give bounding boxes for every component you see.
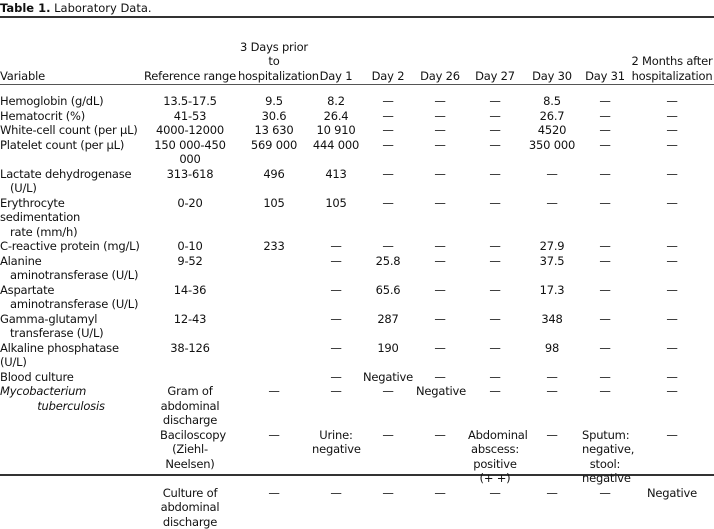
value-cell: — [630, 384, 714, 428]
value-cell: 4000-12000 [142, 123, 238, 138]
value-cell: 25.8 [362, 254, 414, 283]
column-header: Day 30 [524, 20, 580, 84]
value-cell: — [466, 370, 524, 385]
variable-cell [0, 239, 142, 254]
value-cell: — [466, 196, 524, 240]
value-cell: — [466, 138, 524, 167]
value-cell: — [580, 138, 630, 167]
value-cell: — [466, 167, 524, 196]
value-cell: 9.5 [238, 94, 310, 109]
column-header: Reference range [142, 20, 238, 84]
variable-cell [0, 341, 142, 370]
value-cell: — [238, 384, 310, 428]
value-cell: 105 [238, 196, 310, 240]
value-cell [238, 312, 310, 341]
value-cell: — [580, 239, 630, 254]
value-cell: Abdominal abscess: positive (+ +) [466, 428, 524, 486]
variable-label: Mycobacterium [0, 384, 142, 399]
value-cell: — [466, 283, 524, 312]
variable-label: Hematocrit (%) [0, 109, 85, 123]
variable-label: transferase (U/L) [0, 326, 142, 341]
value-cell: — [238, 428, 310, 486]
value-cell: 17.3 [524, 283, 580, 312]
value-cell: — [362, 109, 414, 124]
value-cell: 350 000 [524, 138, 580, 167]
column-header: Day 2 [362, 20, 414, 84]
value-cell: — [580, 123, 630, 138]
laboratory-data-table [0, 20, 714, 529]
value-cell: Negative [630, 486, 714, 529]
variable-label: Blood culture [0, 370, 74, 384]
value-cell: — [466, 384, 524, 428]
value-cell: — [630, 370, 714, 385]
value-cell: 9-52 [142, 254, 238, 283]
variable-label: Gamma-glutamyl [0, 312, 97, 326]
value-cell: — [466, 94, 524, 109]
value-cell: — [580, 486, 630, 529]
value-cell: 413 [310, 167, 362, 196]
value-cell: 8.5 [524, 94, 580, 109]
table-row [0, 341, 714, 370]
table-row [0, 254, 714, 283]
table-row [0, 138, 714, 167]
value-cell: 14-36 [142, 283, 238, 312]
variable-label: White-cell count (per µL) [0, 123, 138, 137]
value-cell: — [580, 109, 630, 124]
value-cell: Sputum: negative, stool: negative [580, 428, 630, 486]
value-cell: — [630, 254, 714, 283]
value-cell [142, 370, 238, 385]
value-cell: — [580, 196, 630, 240]
table-row [0, 94, 714, 109]
value-cell: — [362, 196, 414, 240]
variable-label: Lactate dehydrogenase [0, 167, 131, 181]
value-cell: 287 [362, 312, 414, 341]
value-cell: 27.9 [524, 239, 580, 254]
value-cell: — [630, 94, 714, 109]
value-cell: — [524, 428, 580, 486]
table-row [0, 370, 714, 385]
value-cell: — [362, 167, 414, 196]
test-name-cell: Culture of abdominal discharge [142, 486, 238, 529]
variable-cell [0, 370, 142, 385]
value-cell: — [580, 312, 630, 341]
value-cell: — [580, 94, 630, 109]
value-cell: 444 000 [310, 138, 362, 167]
value-cell: 12-43 [142, 312, 238, 341]
value-cell: — [630, 239, 714, 254]
value-cell: — [630, 283, 714, 312]
value-cell: — [524, 370, 580, 385]
value-cell: 26.7 [524, 109, 580, 124]
value-cell: Negative [362, 370, 414, 385]
value-cell: 26.4 [310, 109, 362, 124]
value-cell: 0-10 [142, 239, 238, 254]
variable-label: C-reactive protein (mg/L) [0, 239, 140, 253]
value-cell: Negative [414, 384, 466, 428]
variable-label: Aspartate [0, 283, 54, 297]
variable-label: rate (mm/h) [0, 225, 142, 240]
value-cell: 0-20 [142, 196, 238, 240]
value-cell [238, 254, 310, 283]
value-cell: — [580, 341, 630, 370]
variable-cell [0, 196, 142, 240]
value-cell: 98 [524, 341, 580, 370]
value-cell: — [414, 138, 466, 167]
value-cell: — [310, 341, 362, 370]
column-header: Day 1 [310, 20, 362, 84]
variable-cell [0, 283, 142, 312]
value-cell [238, 341, 310, 370]
column-header: Variable [0, 20, 142, 84]
value-cell: 105 [310, 196, 362, 240]
value-cell: — [466, 109, 524, 124]
value-cell: 4520 [524, 123, 580, 138]
variable-label: Alanine [0, 254, 42, 268]
value-cell: — [466, 123, 524, 138]
value-cell: — [524, 384, 580, 428]
value-cell: — [630, 196, 714, 240]
value-cell: — [580, 283, 630, 312]
value-cell: — [580, 254, 630, 283]
value-cell: — [466, 254, 524, 283]
variable-label: aminotransferase (U/L) [0, 297, 142, 312]
value-cell: — [310, 254, 362, 283]
value-cell: 37.5 [524, 254, 580, 283]
value-cell: 496 [238, 167, 310, 196]
column-header: 2 Months after hospitalization [630, 20, 714, 84]
value-cell: 233 [238, 239, 310, 254]
value-cell: — [362, 94, 414, 109]
caption-text: Laboratory Data. [54, 1, 151, 15]
column-header: 3 Days prior to hospitalization [238, 20, 310, 84]
test-name-cell: Gram of abdominal discharge [142, 384, 238, 428]
variable-label: aminotransferase (U/L) [0, 268, 142, 283]
value-cell: — [630, 109, 714, 124]
value-cell: — [414, 341, 466, 370]
table-row [0, 239, 714, 254]
value-cell: — [414, 123, 466, 138]
variable-cell [0, 138, 142, 167]
value-cell: — [630, 123, 714, 138]
column-header: Day 31 [580, 20, 630, 84]
test-name-cell: Baciloscopy (Ziehl-Neelsen) [142, 428, 238, 486]
table-row [0, 312, 714, 341]
value-cell: — [310, 312, 362, 341]
value-cell: — [580, 167, 630, 196]
variable-label: Alkaline phosphatase (U/L) [0, 341, 119, 370]
value-cell: — [362, 384, 414, 428]
value-cell: 313-618 [142, 167, 238, 196]
table-row [0, 109, 714, 124]
variable-label: tuberculosis [0, 399, 142, 414]
variable-label: Hemoglobin (g/dL) [0, 94, 103, 108]
value-cell: — [238, 486, 310, 529]
value-cell: — [630, 167, 714, 196]
value-cell: — [580, 384, 630, 428]
value-cell: — [466, 341, 524, 370]
value-cell [238, 370, 310, 385]
value-cell: — [466, 312, 524, 341]
variable-cell [0, 109, 142, 124]
value-cell: — [414, 196, 466, 240]
value-cell: — [362, 239, 414, 254]
value-cell: — [466, 239, 524, 254]
value-cell: — [310, 283, 362, 312]
variable-cell [0, 167, 142, 196]
value-cell: — [362, 428, 414, 486]
value-cell [238, 283, 310, 312]
column-header: Day 26 [414, 20, 466, 84]
table-row [0, 123, 714, 138]
value-cell: 13 630 [238, 123, 310, 138]
variable-label: Erythrocyte sedimentation [0, 196, 80, 225]
value-cell: — [310, 384, 362, 428]
variable-cell [0, 254, 142, 283]
mtb-row [0, 384, 714, 428]
value-cell: 30.6 [238, 109, 310, 124]
value-cell: 348 [524, 312, 580, 341]
column-header: Day 27 [466, 20, 524, 84]
value-cell: 65.6 [362, 283, 414, 312]
caption-label: Table 1. [0, 1, 50, 15]
value-cell: 41-53 [142, 109, 238, 124]
variable-label: (U/L) [0, 181, 142, 196]
value-cell: — [414, 428, 466, 486]
value-cell: 38-126 [142, 341, 238, 370]
value-cell: — [414, 239, 466, 254]
value-cell: — [466, 486, 524, 529]
variable-cell [0, 312, 142, 341]
value-cell: — [414, 167, 466, 196]
header-row [0, 20, 714, 84]
value-cell: — [310, 239, 362, 254]
value-cell: — [524, 486, 580, 529]
value-cell: — [362, 138, 414, 167]
variable-cell [0, 123, 142, 138]
value-cell: 8.2 [310, 94, 362, 109]
value-cell: 190 [362, 341, 414, 370]
value-cell: — [630, 138, 714, 167]
value-cell: — [310, 486, 362, 529]
value-cell: 10 910 [310, 123, 362, 138]
value-cell: 150 000-450 000 [142, 138, 238, 167]
value-cell: 13.5-17.5 [142, 94, 238, 109]
value-cell: — [414, 486, 466, 529]
value-cell: — [310, 370, 362, 385]
value-cell: — [414, 283, 466, 312]
value-cell: 569 000 [238, 138, 310, 167]
value-cell: — [524, 167, 580, 196]
value-cell: — [524, 196, 580, 240]
table-row [0, 196, 714, 240]
value-cell: — [362, 486, 414, 529]
value-cell: — [414, 109, 466, 124]
value-cell: — [414, 370, 466, 385]
value-cell: — [580, 370, 630, 385]
value-cell: — [414, 94, 466, 109]
value-cell: — [414, 312, 466, 341]
value-cell: Urine: negative [310, 428, 362, 486]
value-cell: — [630, 341, 714, 370]
value-cell: — [630, 428, 714, 486]
value-cell: — [414, 254, 466, 283]
top-rule [0, 16, 714, 18]
variable-cell [0, 94, 142, 109]
table-row [0, 167, 714, 196]
table-caption [0, 1, 152, 15]
table-row [0, 283, 714, 312]
value-cell: — [630, 312, 714, 341]
variable-cell [0, 384, 142, 529]
variable-label: Platelet count (per µL) [0, 138, 124, 152]
value-cell: — [362, 123, 414, 138]
